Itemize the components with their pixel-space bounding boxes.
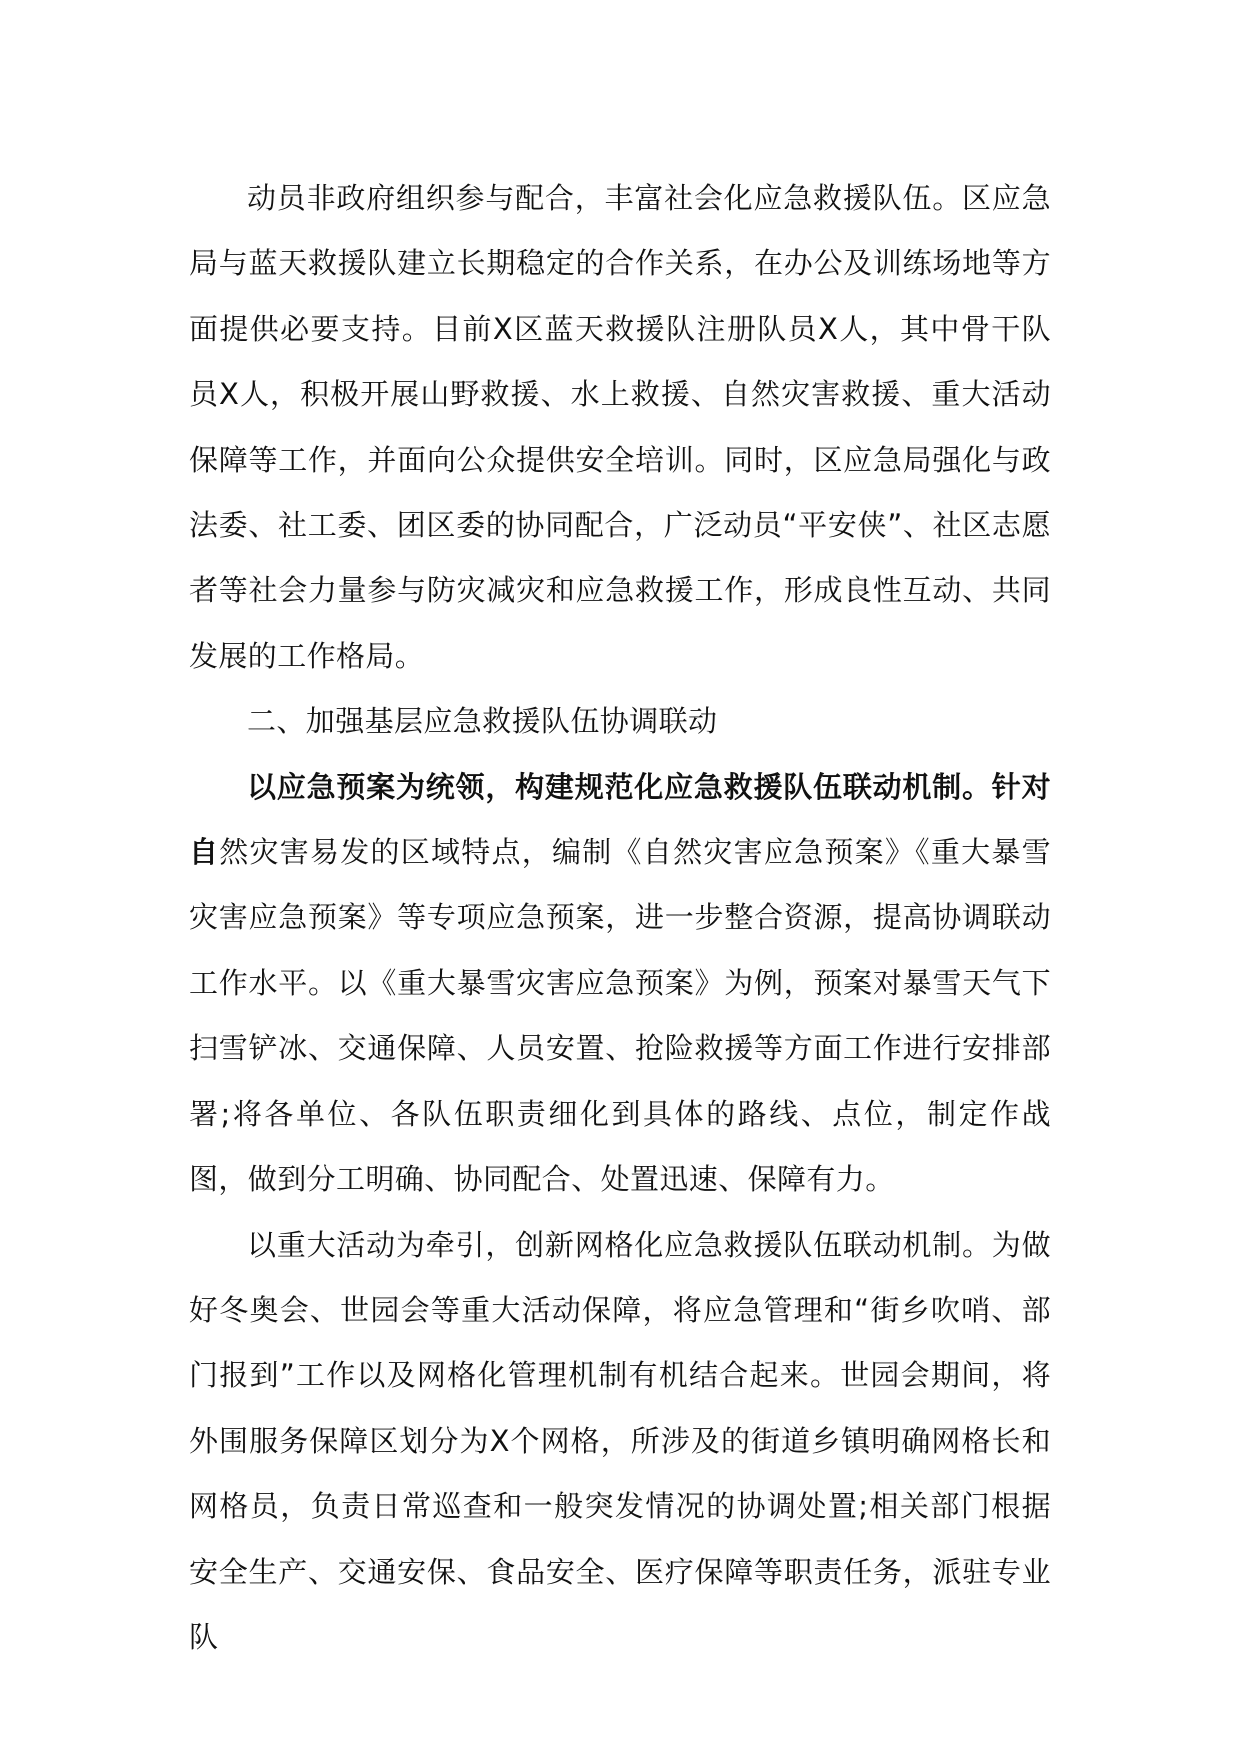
section-heading-coordination: 二、加强基层应急救援队伍协调联动	[247, 704, 718, 739]
paragraph-lead-bold: 以应急预案为统领，构建规范化应急救援队伍联动机制。针对自	[189, 769, 1051, 870]
document-body	[189, 166, 1051, 1670]
paragraph-social-rescue-teams: 动员非政府组织参与配合，丰富社会化应急救援队伍。区应急局与蓝天救援队建立长期稳定的合作关系，在办公及训练场地等方面提供必要支持。目前X区蓝天救援队注册队员X人，其中骨干队员X人，积极开展山野救援、水上救援、自然灾害救援、重大活动保障等工作，并面向公众提供安全培训。同时，区应急局强化与政法委、社工委、团区委的协同配合，广泛动员“平安侠”、社区志愿者等社会力量参与防灾减灾和应急救援工作，形成良性互动、共同发展的工作格局。	[189, 181, 1051, 673]
paragraph-grid-mechanism: 以重大活动为牵引，创新网格化应急救援队伍联动机制。为做好冬奥会、世园会等重大活动保障，将应急管理和“街乡吹哨、部门报到”工作以及网格化管理机制有机结合起来。世园会期间，将外围服务保障区划分为X个网格，所涉及的街道乡镇明确网格长和网格员，负责日常巡查和一般突发情况的协调处置;相关部门根据安全生产、交通安保、食品安全、医疗保障等职责任务，派驻专业队	[189, 1227, 1052, 1654]
paragraph-emergency-plan	[189, 755, 1051, 1213]
paragraph-body-text: 然灾害易发的区域特点，编制《自然灾害应急预案》《重大暴雪灾害应急预案》等专项应急预案，进一步整合资源，提高协调联动工作水平。以《重大暴雪灾害应急预案》为例，预案对暴雪天气下扫雪铲冰、交通保障、人员安置、抢险救援等方面工作进行安排部署;将各单位、各队伍职责细化到具体的路线、点位，制定作战图，做到分工明确、协同配合、处置迅速、保障有力。	[189, 835, 1052, 1197]
